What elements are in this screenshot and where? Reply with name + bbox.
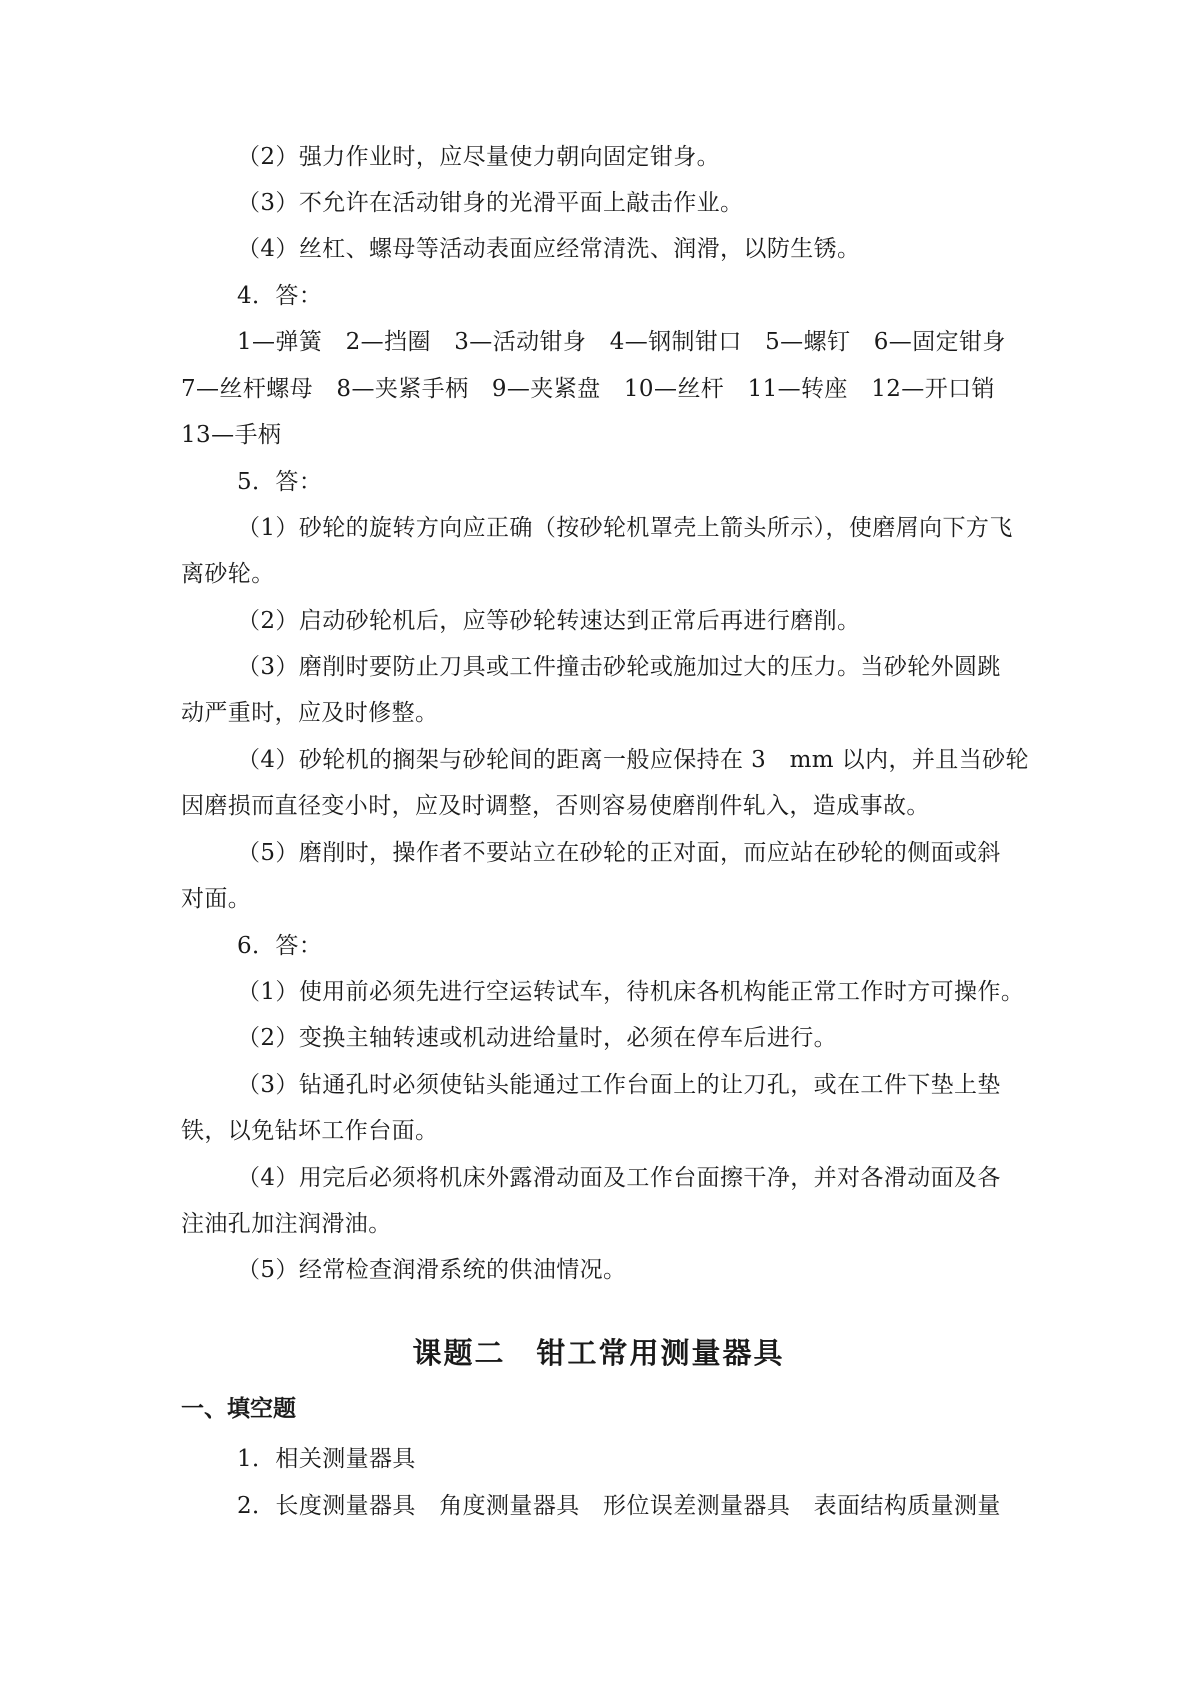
- text-line: 对面。: [181, 886, 252, 912]
- text-line: 铁，以免钻坏工作台面。: [181, 1118, 439, 1144]
- text-line: （1）砂轮的旋转方向应正确（按砂轮机罩壳上箭头所示），使磨屑向下方飞: [237, 515, 1013, 541]
- text-line: （3）钻通孔时必须使钻头能通过工作台面上的让刀孔，或在工件下垫上垫: [237, 1072, 1001, 1098]
- text-line: 4．答：: [237, 283, 323, 309]
- text-line: （2）变换主轴转速或机动进给量时，必须在停车后进行。: [237, 1025, 838, 1051]
- chapter-title: 课题二 钳工常用测量器具: [412, 1336, 785, 1370]
- answer-line: 1．相关测量器具: [237, 1446, 416, 1472]
- text-line: 13—手柄: [181, 422, 282, 448]
- text-line: （3）不允许在活动钳身的光滑平面上敲击作业。: [237, 190, 744, 216]
- text-line: 因磨损而直径变小时，应及时调整，否则容易使磨削件轧入，造成事故。: [181, 793, 930, 819]
- answer-line: 2．长度测量器具 角度测量器具 形位误差测量器具 表面结构质量测量: [237, 1493, 1001, 1519]
- text-line: （5）经常检查润滑系统的供油情况。: [237, 1257, 627, 1283]
- text-line: （4）丝杠、螺母等活动表面应经常清洗、润滑，以防生锈。: [237, 236, 861, 262]
- text-line: 1—弹簧 2—挡圈 3—活动钳身 4—钢制钳口 5—螺钉 6—固定钳身: [237, 329, 1006, 355]
- section-title: 一、填空题: [181, 1396, 296, 1422]
- text-line: 6．答：: [237, 933, 323, 959]
- text-line: 注油孔加注润滑油。: [181, 1211, 392, 1237]
- text-line: 离砂轮。: [181, 561, 275, 587]
- text-line: （4）砂轮机的搁架与砂轮间的距离一般应保持在 3 mm 以内，并且当砂轮: [237, 747, 1029, 773]
- text-line: （1）使用前必须先进行空运转试车，待机床各机构能正常工作时方可操作。: [237, 979, 1025, 1005]
- text-line: 5．答：: [237, 469, 323, 495]
- text-line: 7—丝杆螺母 8—夹紧手柄 9—夹紧盘 10—丝杆 11—转座 12—开口销: [181, 376, 995, 402]
- text-line: （4）用完后必须将机床外露滑动面及工作台面擦干净，并对各滑动面及各: [237, 1165, 1001, 1191]
- text-line: （2）强力作业时，应尽量使力朝向固定钳身。: [237, 144, 721, 170]
- text-line: （3）磨削时要防止刀具或工件撞击砂轮或施加过大的压力。当砂轮外圆跳: [237, 654, 1001, 680]
- text-line: （5）磨削时，操作者不要站立在砂轮的正对面，而应站在砂轮的侧面或斜: [237, 840, 1001, 866]
- text-line: 动严重时，应及时修整。: [181, 700, 439, 726]
- text-line: （2）启动砂轮机后，应等砂轮转速达到正常后再进行磨削。: [237, 608, 861, 634]
